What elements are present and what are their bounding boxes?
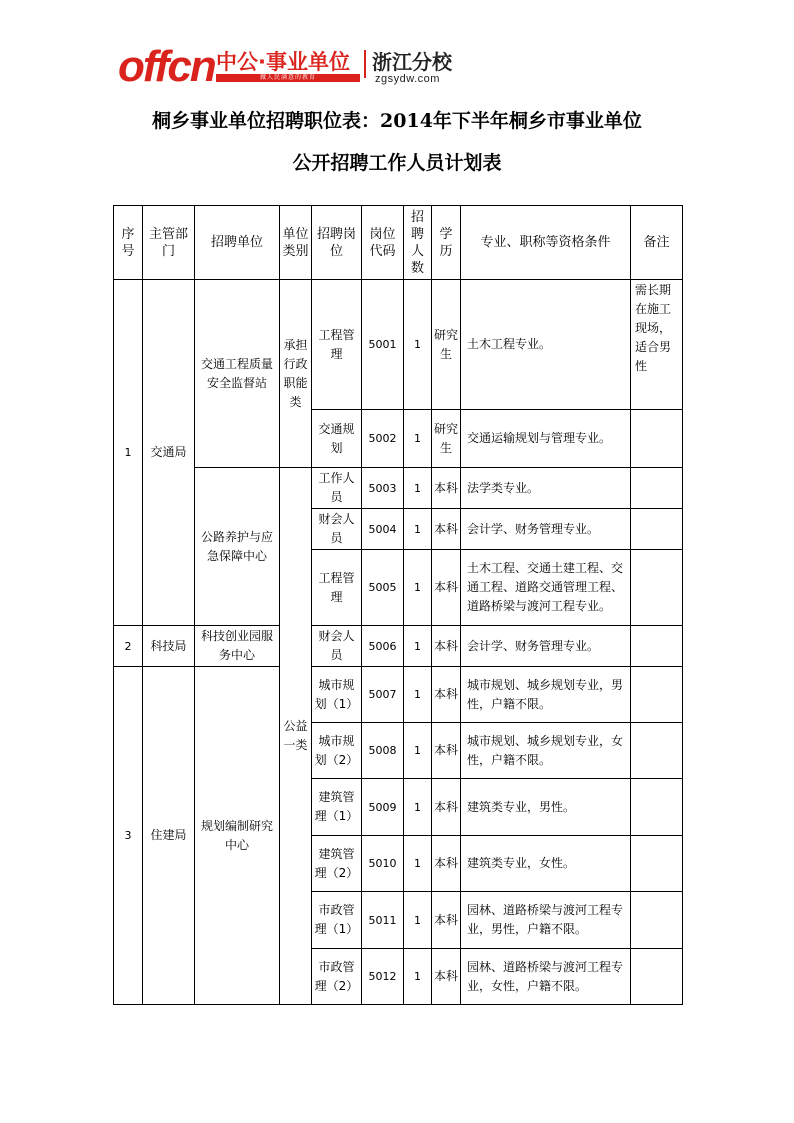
post-cell: 工作人员 (312, 468, 362, 509)
post-cell: 财会人员 (312, 509, 362, 550)
unit-cell: 公路养护与应急保障中心 (195, 468, 280, 626)
edu-cell: 本科 (432, 779, 461, 836)
seq-cell: 1 (114, 280, 143, 626)
edu-cell: 本科 (432, 949, 461, 1005)
edu-cell: 本科 (432, 626, 461, 667)
dept-cell: 交通局 (143, 280, 195, 626)
header-count: 招聘人数 (404, 206, 432, 280)
header-unit: 招聘单位 (195, 206, 280, 280)
unit-type-cell: 承担行政职能类 (280, 280, 312, 468)
logo-domain: zgsydw.com (375, 73, 440, 85)
logo-branch: 浙江分校 (372, 50, 452, 74)
header-req: 专业、职称等资格条件 (461, 206, 631, 280)
seq-cell: 2 (114, 626, 143, 667)
post-cell: 市政管理（1） (312, 892, 362, 949)
req-cell: 法学类专业。 (461, 468, 631, 509)
code-cell: 5009 (362, 779, 404, 836)
count-cell: 1 (404, 667, 432, 723)
note-cell (631, 468, 683, 509)
header-code: 岗位代码 (362, 206, 404, 280)
count-cell: 1 (404, 280, 432, 410)
note-cell (631, 410, 683, 468)
count-cell: 1 (404, 626, 432, 667)
count-cell: 1 (404, 892, 432, 949)
edu-cell: 本科 (432, 836, 461, 892)
post-cell: 交通规划 (312, 410, 362, 468)
count-cell: 1 (404, 410, 432, 468)
code-cell: 5004 (362, 509, 404, 550)
note-cell (631, 779, 683, 836)
code-cell: 5002 (362, 410, 404, 468)
code-cell: 5001 (362, 280, 404, 410)
post-cell: 城市规划（2） (312, 723, 362, 779)
header-edu: 学历 (432, 206, 461, 280)
count-cell: 1 (404, 779, 432, 836)
table-row (114, 626, 683, 667)
logo-cn-name: 中公·事业单位 (216, 50, 350, 74)
header-unit-type: 单位类别 (280, 206, 312, 280)
post-cell: 工程管理 (312, 280, 362, 410)
post-cell: 财会人员 (312, 626, 362, 667)
edu-cell: 本科 (432, 723, 461, 779)
logo-divider (364, 50, 366, 78)
note-cell (631, 509, 683, 550)
note-cell (631, 723, 683, 779)
post-cell: 市政管理（2） (312, 949, 362, 1005)
code-cell: 5010 (362, 836, 404, 892)
page-title-line-1: 桐乡事业单位招聘职位表：2014年下半年桐乡市事业单位 (152, 110, 642, 132)
code-cell: 5005 (362, 550, 404, 626)
unit-cell: 规划编制研究中心 (195, 667, 280, 1005)
note-cell (631, 836, 683, 892)
req-cell: 建筑类专业，女性。 (461, 836, 631, 892)
unit-cell: 科技创业园服务中心 (195, 626, 280, 667)
edu-cell: 研究生 (432, 410, 461, 468)
note-cell (631, 892, 683, 949)
edu-cell: 本科 (432, 892, 461, 949)
note-cell (631, 550, 683, 626)
header-note: 备注 (631, 206, 683, 280)
dept-cell: 住建局 (143, 667, 195, 1005)
count-cell: 1 (404, 468, 432, 509)
unit-type-cell: 公益一类 (280, 468, 312, 1005)
seq-cell: 3 (114, 667, 143, 1005)
post-cell: 建筑管理（2） (312, 836, 362, 892)
req-cell: 土木工程、交通土建工程、交通工程、道路交通管理工程、道路桥梁与渡河工程专业。 (461, 550, 631, 626)
req-cell: 园林、道路桥梁与渡河工程专业，男性，户籍不限。 (461, 892, 631, 949)
recruitment-table (113, 205, 683, 1005)
code-cell: 5006 (362, 626, 404, 667)
code-cell: 5007 (362, 667, 404, 723)
note-cell (631, 626, 683, 667)
count-cell: 1 (404, 723, 432, 779)
edu-cell: 本科 (432, 468, 461, 509)
note-cell (631, 667, 683, 723)
count-cell: 1 (404, 836, 432, 892)
code-cell: 5003 (362, 468, 404, 509)
post-cell: 建筑管理（1） (312, 779, 362, 836)
dept-cell: 科技局 (143, 626, 195, 667)
count-cell: 1 (404, 949, 432, 1005)
unit-cell: 交通工程质量安全监督站 (195, 280, 280, 468)
req-cell: 会计学、财务管理专业。 (461, 509, 631, 550)
post-cell: 工程管理 (312, 550, 362, 626)
edu-cell: 本科 (432, 550, 461, 626)
req-cell: 土木工程专业。 (461, 280, 631, 410)
count-cell: 1 (404, 509, 432, 550)
table-row (114, 468, 683, 509)
code-cell: 5008 (362, 723, 404, 779)
table-header-row (114, 206, 683, 280)
req-cell: 城市规划、城乡规划专业，女性，户籍不限。 (461, 723, 631, 779)
req-cell: 城市规划、城乡规划专业，男性，户籍不限。 (461, 667, 631, 723)
logo-slogan: 做人民满意的教育 (216, 74, 360, 82)
header-dept: 主管部门 (143, 206, 195, 280)
code-cell: 5012 (362, 949, 404, 1005)
table-row (114, 667, 683, 723)
logo-brand: offcn (118, 42, 215, 91)
req-cell: 园林、道路桥梁与渡河工程专业，女性，户籍不限。 (461, 949, 631, 1005)
post-cell: 城市规划（1） (312, 667, 362, 723)
edu-cell: 研究生 (432, 280, 461, 410)
header-seq: 序号 (114, 206, 143, 280)
count-cell: 1 (404, 550, 432, 626)
note-cell (631, 949, 683, 1005)
code-cell: 5011 (362, 892, 404, 949)
req-cell: 建筑类专业，男性。 (461, 779, 631, 836)
edu-cell: 本科 (432, 667, 461, 723)
edu-cell: 本科 (432, 509, 461, 550)
note-cell: 需长期在施工现场，适合男性 (631, 280, 683, 410)
header-post: 招聘岗位 (312, 206, 362, 280)
req-cell: 交通运输规划与管理专业。 (461, 410, 631, 468)
offcn-logo (118, 36, 463, 91)
req-cell: 会计学、财务管理专业。 (461, 626, 631, 667)
page-title-line-2: 公开招聘工作人员计划表 (292, 152, 502, 174)
table-row (114, 280, 683, 410)
